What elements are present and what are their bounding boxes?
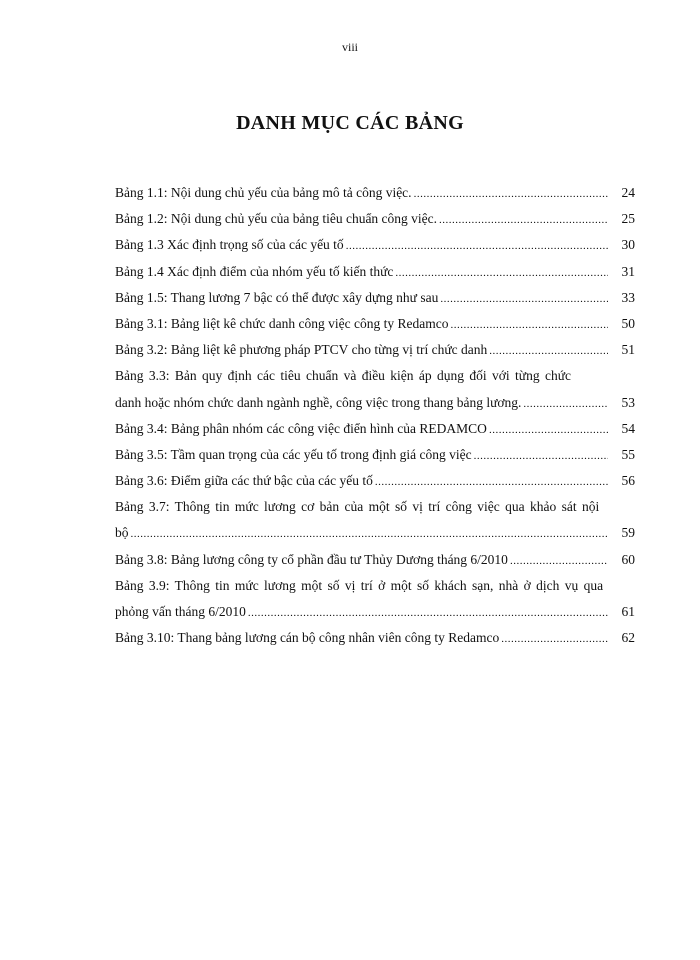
- dot-leader: [501, 626, 608, 652]
- dot-leader: [474, 443, 608, 469]
- list-item: [115, 337, 635, 363]
- entry-page: 55: [621, 446, 635, 462]
- entry-title: Bảng 1.5: Thang lương 7 bậc có thể được xây dựng như sau: [115, 289, 439, 305]
- entry-title-line1: Bảng 3.9: Thông tin mức lương một số vị trí ở một số khách sạn, nhà ở dịch vụ qua: [115, 577, 604, 593]
- list-item: [115, 625, 635, 651]
- entry-title: Bảng 3.1: Bảng liệt kê chức danh công việc công ty Redamco: [115, 315, 449, 331]
- dot-leader: [248, 600, 608, 626]
- dot-leader: [395, 260, 608, 286]
- dot-leader: [489, 338, 608, 364]
- entry-title: Bảng 3.5: Tầm quan trọng của các yếu tố trong định giá công việc: [115, 446, 472, 462]
- list-item: [115, 442, 635, 468]
- entry-title: Bảng 3.2: Bảng liệt kê phương pháp PTCV cho từng vị trí chức danh: [115, 342, 488, 358]
- dot-leader: [489, 417, 608, 443]
- list-item: [115, 259, 635, 285]
- entry-title: Bảng 3.8: Bảng lương công ty cổ phần đầu tư Thủy Dương tháng 6/2010: [115, 551, 508, 567]
- entry-title: Bảng 1.2: Nội dung chủ yếu của bảng tiêu chuẩn công việc.: [115, 211, 438, 227]
- dot-leader: [450, 312, 608, 338]
- entry-title: Bảng 1.1: Nội dung chủ yếu của bảng mô tả công việc.: [115, 185, 412, 200]
- list-item: [115, 285, 635, 311]
- entry-title-line2: danh hoặc nhóm chức danh ngành nghề, công việc trong thang bảng lương.: [115, 394, 522, 410]
- dot-leader: [414, 181, 608, 207]
- entry-title: Bảng 1.3 Xác định trọng số của các yếu tố: [115, 237, 344, 253]
- entry-page: 62: [621, 630, 635, 646]
- entry-page: 61: [621, 604, 635, 619]
- entry-title-line1: Bảng 3.3: Bản quy định các tiêu chuẩn và điều kiện áp dụng đối với từng chức: [115, 368, 572, 384]
- list-item: [115, 311, 635, 337]
- list-item: [115, 547, 635, 573]
- entry-title: Bảng 3.4: Bảng phân nhóm các công việc điển hình của REDAMCO: [115, 420, 487, 436]
- entry-page: 51: [621, 342, 635, 358]
- entry-page: 31: [621, 263, 635, 279]
- dot-leader: [440, 286, 608, 312]
- list-item: [115, 180, 635, 206]
- list-item: [115, 573, 635, 625]
- page-title: DANH MỤC CÁC BẢNG: [236, 112, 464, 134]
- list-item: [115, 206, 635, 232]
- list-item: [115, 363, 635, 415]
- list-item: [115, 416, 635, 442]
- entry-page: 56: [621, 473, 635, 489]
- dot-leader: [375, 469, 608, 495]
- entry-title: Bảng 3.6: Điểm giữa các thứ bậc của các yếu tố: [115, 473, 373, 489]
- entry-page: 25: [621, 211, 635, 227]
- entry-page: 54: [621, 420, 635, 436]
- dot-leader: [346, 233, 608, 259]
- dot-leader: [510, 548, 608, 574]
- list-item: [115, 468, 635, 494]
- entry-title: Bảng 3.10: Thang bảng lương cán bộ công nhân viên công ty Redamco: [115, 630, 500, 646]
- entry-title-line1: Bảng 3.7: Thông tin mức lương cơ bản của một số vị trí công việc qua khảo sát nội: [115, 499, 600, 515]
- dot-leader: [439, 207, 608, 233]
- entry-page: 24: [621, 185, 635, 200]
- entry-title-line2: phỏng vấn tháng 6/2010: [115, 604, 246, 619]
- entry-page: 33: [621, 289, 635, 305]
- entry-page: 60: [621, 551, 635, 567]
- list-item: [115, 494, 635, 546]
- entry-page: 53: [621, 394, 635, 410]
- dot-leader: [523, 391, 608, 417]
- list-item: [115, 232, 635, 258]
- table-list: [115, 180, 635, 651]
- entry-page: 30: [621, 237, 635, 253]
- entry-page: 50: [621, 315, 635, 331]
- entry-page: 59: [621, 525, 635, 541]
- dot-leader: [131, 521, 609, 547]
- entry-title-line2: bộ: [115, 525, 129, 541]
- page-number: viii: [341, 40, 358, 54]
- entry-title: Bảng 1.4 Xác định điểm của nhóm yếu tố kiến thức: [115, 263, 394, 279]
